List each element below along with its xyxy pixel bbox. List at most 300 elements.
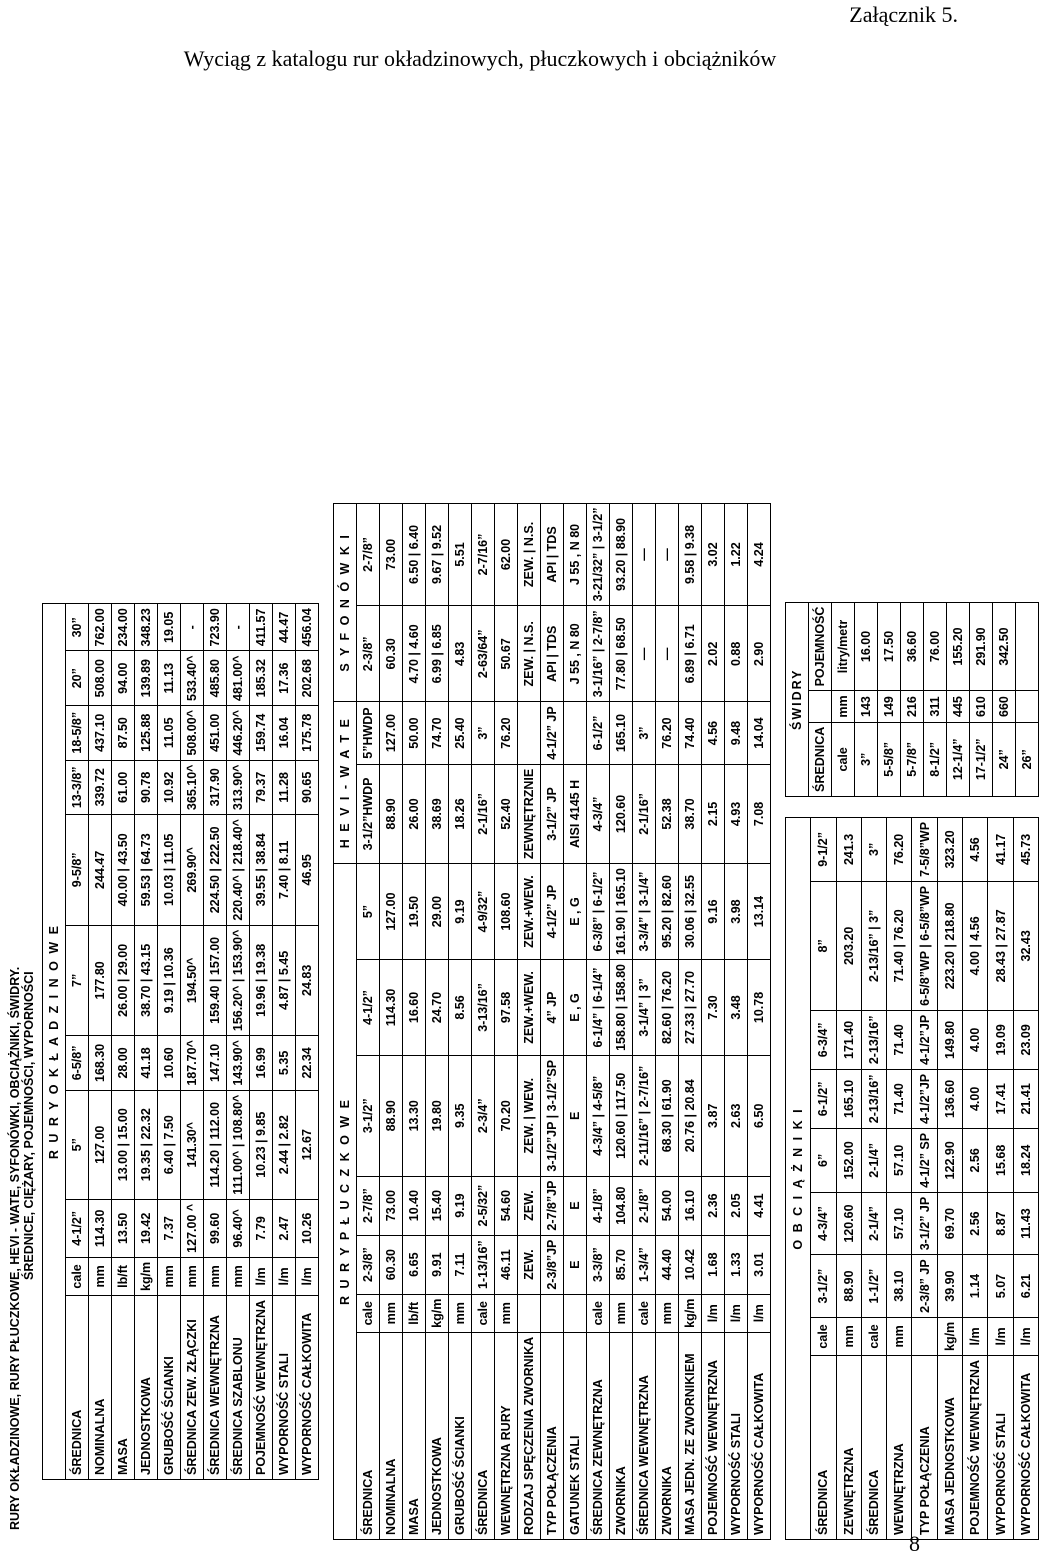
table-cell: 660	[993, 691, 1016, 722]
table-cell: 3-13/16”	[472, 960, 495, 1056]
table-cell: 76.20	[495, 702, 518, 765]
table-cell: 6-5/8”WP | 6-5/8”WP	[912, 881, 937, 1010]
table-row	[296, 604, 319, 1480]
table-cell	[518, 702, 541, 765]
table-cell: 54.60	[495, 1176, 518, 1235]
table-cell: 88.90	[836, 1255, 861, 1318]
table-cell: 2-3/8”	[357, 1235, 380, 1294]
table-cell: 127.00 ^	[181, 1199, 204, 1257]
table-cell: litry/metr	[832, 602, 855, 691]
table-cell: 313.90^	[227, 760, 250, 815]
table-cell: cale	[861, 1317, 886, 1355]
table-cell: 9.35	[449, 1055, 472, 1176]
table-cell: E , G	[564, 864, 587, 960]
table-cell: 6.89 | 6.71	[679, 606, 702, 702]
table-cell: 4.41	[748, 1176, 771, 1235]
table-cell: mm	[887, 1317, 912, 1355]
table-cell: 456.04	[296, 604, 319, 651]
table-cell: 342.50	[993, 602, 1016, 691]
table-row	[204, 604, 227, 1480]
table-cell: 38.70 | 43.15	[135, 925, 158, 1036]
table-cell	[541, 1294, 564, 1332]
table-cell: 187.70^	[181, 1036, 204, 1091]
table-cell: 2-1/4”	[861, 1128, 886, 1192]
table-row	[518, 503, 541, 1539]
table-row	[937, 817, 962, 1539]
table-cell: 10.60	[158, 1036, 181, 1091]
table-cell: 7.30	[702, 960, 725, 1056]
table-cell: 202.68	[296, 651, 319, 706]
table-cell: 52.38	[656, 764, 679, 863]
table-cell: 19.09	[988, 1010, 1013, 1069]
hevi-wate-title: H E V I - W A T E	[334, 702, 357, 864]
collars-title: O B C I Ą Ż N I K I	[786, 817, 811, 1539]
table-cell: 32.43	[1013, 881, 1038, 1010]
table-cell: 79.37	[250, 760, 273, 815]
table-cell: POJEMNOŚĆ	[809, 602, 832, 691]
table-cell: ZEW.	[518, 1235, 541, 1294]
table-cell: 149.80	[937, 1010, 962, 1069]
table-cell: TYP POŁĄCZENIA	[912, 1356, 937, 1540]
table-cell: 185.32	[250, 651, 273, 706]
table-cell: 136.60	[937, 1069, 962, 1128]
table-cell: 4.70 | 4.60	[403, 606, 426, 702]
table-cell: 73.00	[380, 1176, 403, 1235]
table-cell: 39.90	[937, 1255, 962, 1318]
table-cell: POJEMNOŚĆ WEWNĘTRZNA	[702, 1332, 725, 1539]
table-cell: mm	[158, 1257, 181, 1295]
table-cell: 5”HWDP	[357, 702, 380, 765]
table-cell: 11.13	[158, 651, 181, 706]
table-cell: 311	[924, 691, 947, 722]
table-row	[912, 817, 937, 1539]
table-cell: MASA JEDNOSTKOWA	[937, 1356, 962, 1540]
table-cell: WYPORNOŚĆ STALI	[725, 1332, 748, 1539]
table-cell: 7.37	[158, 1199, 181, 1257]
table-cell: 6.65	[403, 1235, 426, 1294]
table-row	[679, 503, 702, 1539]
table-cell: 45.73	[1013, 817, 1038, 881]
table-cell: 485.80	[204, 651, 227, 706]
table-cell: 4-1/2”	[357, 960, 380, 1056]
table-cell: 4-1/2”JP	[912, 1069, 937, 1128]
table-cell: 28.00	[112, 1036, 135, 1091]
table-cell: l/m	[1013, 1317, 1038, 1355]
table-cell: 69.70	[937, 1192, 962, 1255]
table-cell: 3”	[861, 817, 886, 881]
table-cell: 234.00	[112, 604, 135, 651]
table-cell: 156.20^ | 153.90^	[227, 925, 250, 1036]
table-cell: 29.00	[426, 864, 449, 960]
table-cell: 2.47	[273, 1199, 296, 1257]
table-cell: 6.50	[748, 1055, 771, 1176]
table-cell: ZWORNIKA	[656, 1332, 679, 1539]
table-cell: 25.40	[449, 702, 472, 765]
table-cell: 88.90	[380, 764, 403, 863]
table-cell: 87.50	[112, 705, 135, 760]
table-cell: 24.70	[426, 960, 449, 1056]
table-cell: 291.90	[970, 602, 993, 691]
table-cell: mm	[832, 691, 855, 722]
table-cell: 149	[878, 691, 901, 722]
table-cell: ŚREDNICA ZEW. ZŁĄCZKI	[181, 1296, 204, 1480]
table-cell: 6”	[811, 1128, 836, 1192]
document-title: Wyciąg z katalogu rur okładzinowych, płuczkowych i obciążników	[183, 46, 777, 71]
table-cell: 269.90^	[181, 815, 204, 926]
table-cell: 3-21/32” | 3-1/2”	[587, 503, 610, 606]
table-cell: 317.90	[204, 760, 227, 815]
table-row	[887, 817, 912, 1539]
table-cell: 6-5/8”	[66, 1036, 89, 1091]
table-cell: cale	[357, 1294, 380, 1332]
table-cell: 18.24	[1013, 1128, 1038, 1192]
table-cell: 18.26	[449, 764, 472, 863]
table-cell: 8.56	[449, 960, 472, 1056]
table-cell: 125.88	[135, 705, 158, 760]
table-cell: -	[227, 604, 250, 651]
table-cell: J 55 , N 80	[564, 503, 587, 606]
table-cell: 3-1/2” JP	[912, 1192, 937, 1255]
table-cell: 168.30	[89, 1036, 112, 1091]
table-cell: GATUNEK STALI	[564, 1332, 587, 1539]
table-cell: 19.05	[158, 604, 181, 651]
table-cell: 95.20 | 82.60	[656, 864, 679, 960]
table-cell: 90.65	[296, 760, 319, 815]
table-cell: 2-63/64”	[472, 606, 495, 702]
table-row	[610, 503, 633, 1539]
table-cell: 36.60	[901, 602, 924, 691]
table-row	[702, 503, 725, 1539]
table-cell: 6.99 | 6.85	[426, 606, 449, 702]
table-cell: 2-13/16” | 3”	[861, 881, 886, 1010]
table-cell: 76.00	[924, 602, 947, 691]
table-cell: 76.20	[887, 817, 912, 881]
table-cell: 348.23	[135, 604, 158, 651]
table-cell: 3-1/16” | 2-7/8”	[587, 606, 610, 702]
table-cell: 2-1/8”	[633, 1176, 656, 1235]
table-cell	[564, 702, 587, 765]
table-cell: 445	[947, 691, 970, 722]
table-row	[250, 604, 273, 1480]
table-cell: 2-3/8” JP	[912, 1255, 937, 1318]
table-cell: 723.90	[204, 604, 227, 651]
table-cell: 50.00	[403, 702, 426, 765]
table-cell: 88.90	[380, 1055, 403, 1176]
table-cell: 61.00	[112, 760, 135, 815]
table-cell: ŚREDNICA WEWNĘTRZNA	[633, 1332, 656, 1539]
table-cell: POJEMNOŚĆ WEWNĘTRZNA	[963, 1356, 988, 1540]
table-cell: 2-1/16”	[633, 764, 656, 863]
casing-title: R U R Y O K Ł A D Z I N O W E	[43, 604, 66, 1480]
table-cell: 44.47	[273, 604, 296, 651]
table-cell: 610	[970, 691, 993, 722]
table-cell: 122.90	[937, 1128, 962, 1192]
table-cell: -	[181, 604, 204, 651]
table-cell: 9-1/2”	[811, 817, 836, 881]
table-cell: 127.00	[89, 1090, 112, 1199]
table-cell: 2-1/4”	[861, 1192, 886, 1255]
table-cell: 177.80	[89, 925, 112, 1036]
table-cell: 10.40	[403, 1176, 426, 1235]
table-cell: WYPORNOŚĆ CAŁKOWITA	[296, 1296, 319, 1480]
table-cell: cale	[633, 1294, 656, 1332]
table-cell: ZEW.	[518, 1176, 541, 1235]
table-cell: 10.78	[748, 960, 771, 1056]
table-cell: 3-1/4” | 3”	[633, 960, 656, 1056]
table-cell: 14.04	[748, 702, 771, 765]
table-row	[855, 602, 878, 796]
table-cell: 3.98	[725, 864, 748, 960]
table-cell: 446.20^	[227, 705, 250, 760]
table-cell: 24.83	[296, 925, 319, 1036]
table-row	[836, 817, 861, 1539]
table-cell: 2-11/16” | 2-7/16”	[633, 1055, 656, 1176]
table-cell: 28.43 | 27.87	[988, 881, 1013, 1010]
table-cell: JEDNOSTKOWA	[135, 1296, 158, 1480]
table-cell: 2-7/8”JP	[541, 1176, 564, 1235]
table-cell: 62.00	[495, 503, 518, 606]
table-cell: 159.74	[250, 705, 273, 760]
table-row	[1013, 817, 1038, 1539]
table-cell: l/m	[748, 1294, 771, 1332]
table-cell: 4-1/2” SP	[912, 1128, 937, 1192]
table-cell: 1-3/4”	[633, 1235, 656, 1294]
table-row	[587, 503, 610, 1539]
table-cell: 71.40	[887, 1010, 912, 1069]
table-row	[656, 503, 679, 1539]
table-row	[89, 604, 112, 1480]
table-cell: 9.91	[426, 1235, 449, 1294]
table-cell: API | TDS	[541, 503, 564, 606]
table-cell: RODZAJ SPĘCZENIA ZWORNIKA	[518, 1332, 541, 1539]
table-cell: ZWORNIKA	[610, 1332, 633, 1539]
table-row	[809, 602, 832, 796]
table-cell: 10.03 | 11.05	[158, 815, 181, 926]
table-cell: WEWNĘTRZNA RURY	[495, 1332, 518, 1539]
table-cell: 3-1/2”HWDP	[357, 764, 380, 863]
table-cell: 5.07	[988, 1255, 1013, 1318]
table-cell: l/m	[988, 1317, 1013, 1355]
table-cell: 60.30	[380, 606, 403, 702]
table-row	[1016, 602, 1039, 796]
table-cell: ZEWNĘTRZNIE	[518, 764, 541, 863]
table-cell: 2.56	[963, 1192, 988, 1255]
table-cell: mm	[204, 1257, 227, 1295]
table-cell: 9-5/8”	[66, 815, 89, 926]
table-row	[426, 503, 449, 1539]
table-cell: 2.02	[702, 606, 725, 702]
table-cell: ZEW. | WEW.	[518, 1055, 541, 1176]
table-cell: 120.60	[836, 1192, 861, 1255]
table-cell: 114.30	[380, 960, 403, 1056]
table-row	[158, 604, 181, 1480]
table-cell: 481.00^	[227, 651, 250, 706]
table-cell: ZEW.+WEW.	[518, 864, 541, 960]
table-cell: 4.00	[963, 1069, 988, 1128]
table-cell: 6-3/4”	[811, 1010, 836, 1069]
table-cell: 41.18	[135, 1036, 158, 1091]
table-cell: 82.60 | 76.20	[656, 960, 679, 1056]
table-cell: MASA JEDN. ZE ZWORNIKIEM	[679, 1332, 702, 1539]
table-cell: 3-3/8”	[587, 1235, 610, 1294]
table-cell: 2.63	[725, 1055, 748, 1176]
table-cell: 2.56	[963, 1128, 988, 1192]
table-cell: kg/m	[937, 1317, 962, 1355]
table-cell: kg/m	[426, 1294, 449, 1332]
table-cell: 5”	[357, 864, 380, 960]
table-cell: 16.04	[273, 705, 296, 760]
bits-table	[785, 602, 1039, 797]
table-cell: 16.99	[250, 1036, 273, 1091]
table-cell: 2-3/8”JP	[541, 1235, 564, 1294]
table-row	[970, 602, 993, 796]
table-cell: 3.87	[702, 1055, 725, 1176]
table-cell: 99.60	[204, 1199, 227, 1257]
table-cell: 7.11	[449, 1235, 472, 1294]
table-cell: 3.02	[702, 503, 725, 606]
table-cell: ŚREDNICA	[811, 1356, 836, 1540]
table-row	[181, 604, 204, 1480]
table-cell: 203.20	[836, 881, 861, 1010]
table-row	[495, 503, 518, 1539]
table-cell	[1016, 602, 1039, 691]
table-cell: mm	[449, 1294, 472, 1332]
table-cell: 3-3/4” | 3-1/4”	[633, 864, 656, 960]
table-cell: 4.00	[963, 1010, 988, 1069]
table-cell: 120.60 | 117.50	[610, 1055, 633, 1176]
table-cell: —	[656, 503, 679, 606]
table-cell: 762.00	[89, 604, 112, 651]
table-cell: 7.79	[250, 1199, 273, 1257]
table-cell: 3-1/2”	[811, 1255, 836, 1318]
table-cell: mm	[836, 1317, 861, 1355]
table-cell: 4.93	[725, 764, 748, 863]
table-cell: 6-1/4” | 6-1/4”	[587, 960, 610, 1056]
table-cell: 9.19	[449, 864, 472, 960]
table-cell: 52.40	[495, 764, 518, 863]
table-cell: 16.10	[679, 1176, 702, 1235]
table-cell: 6-1/2”	[811, 1069, 836, 1128]
table-cell: 19.42	[135, 1199, 158, 1257]
table-row	[947, 602, 970, 796]
table-cell: 76.20	[656, 702, 679, 765]
table-cell: 2-7/8”	[357, 1176, 380, 1235]
table-cell: 1.33	[725, 1235, 748, 1294]
table-cell: 365.10^	[181, 760, 204, 815]
table-row	[878, 602, 901, 796]
table-row	[901, 602, 924, 796]
table-cell: 5.35	[273, 1036, 296, 1091]
table-cell: 4-1/2”	[66, 1199, 89, 1257]
table-cell: GRUBOŚĆ ŚCIANKI	[158, 1296, 181, 1480]
table-cell: 15.68	[988, 1128, 1013, 1192]
table-cell: cale	[472, 1294, 495, 1332]
table-row	[725, 503, 748, 1539]
table-cell: 12-1/4”	[947, 722, 970, 796]
table-cell: 38.10	[887, 1255, 912, 1318]
table-cell: 508.00	[89, 651, 112, 706]
table-cell: 11.05	[158, 705, 181, 760]
table-cell: 216	[901, 691, 924, 722]
table-row	[832, 602, 855, 796]
table-cell: 71.40	[887, 1069, 912, 1128]
table-cell: 141.30^	[181, 1090, 204, 1199]
table-cell: 71.40 | 76.20	[887, 881, 912, 1010]
table-cell: 171.40	[836, 1010, 861, 1069]
table-cell: 38.69	[426, 764, 449, 863]
table-cell: 323.20	[937, 817, 962, 881]
page-number: 8	[909, 1531, 920, 1556]
table-cell: 41.17	[988, 817, 1013, 881]
table-cell: J 55 , N 80	[564, 606, 587, 702]
rotated-catalog-page	[8, 100, 1034, 1540]
table-cell: 3.01	[748, 1235, 771, 1294]
table-cell: lb/ft	[112, 1257, 135, 1295]
table-cell: 46.95	[296, 815, 319, 926]
table-cell: 68.30 | 61.90	[656, 1055, 679, 1176]
table-cell: 10.42	[679, 1235, 702, 1294]
table-cell: 6-1/2”	[587, 702, 610, 765]
table-cell: E , G	[564, 960, 587, 1056]
table-cell: 143	[855, 691, 878, 722]
table-row	[988, 817, 1013, 1539]
table-cell: 5-5/8”	[878, 722, 901, 796]
table-cell: 3”	[472, 702, 495, 765]
table-cell: 120.60	[610, 764, 633, 863]
table-cell: 94.00	[112, 651, 135, 706]
table-cell: ŚREDNICA	[357, 1332, 380, 1539]
table-cell: WYPORNOŚĆ STALI	[988, 1356, 1013, 1540]
table-cell: 5.51	[449, 503, 472, 606]
table-cell: 451.00	[204, 705, 227, 760]
table-cell: 8.87	[988, 1192, 1013, 1255]
table-cell: 4.56	[963, 817, 988, 881]
table-cell: 12.67	[296, 1090, 319, 1199]
table-cell: WYPORNOŚĆ CAŁKOWITA	[748, 1332, 771, 1539]
table-cell: 155.20	[947, 602, 970, 691]
table-cell: 4.24	[748, 503, 771, 606]
table-cell: 4-1/2”JP	[912, 1010, 937, 1069]
table-cell: 533.40^	[181, 651, 204, 706]
table-cell: 21.41	[1013, 1069, 1038, 1128]
table-cell: ŚREDNICA	[861, 1356, 886, 1540]
table-cell: ŚREDNICA ZEWNĘTRZNA	[587, 1332, 610, 1539]
table-cell: 9.16	[702, 864, 725, 960]
table-cell: 97.58	[495, 960, 518, 1056]
attachment-label: Załącznik 5.	[849, 2, 958, 27]
table-cell: WEWNĘTRZNA	[887, 1356, 912, 1540]
table-cell: 2-3/8”	[357, 606, 380, 702]
table-cell: 23.09	[1013, 1010, 1038, 1069]
table-cell: ŚREDNICA SZABLONU	[227, 1296, 250, 1480]
table-row	[993, 602, 1016, 796]
table-cell: kg/m	[135, 1257, 158, 1295]
table-cell: 508.00^	[181, 705, 204, 760]
table-cell: 220.40^ | 218.40^	[227, 815, 250, 926]
table-cell: 70.20	[495, 1055, 518, 1176]
table-row	[861, 817, 886, 1539]
table-cell: 4.83	[449, 606, 472, 702]
table-cell: 1.68	[702, 1235, 725, 1294]
table-cell: 17.36	[273, 651, 296, 706]
table-cell: 7”	[66, 925, 89, 1036]
table-cell: API | TDS	[541, 606, 564, 702]
table-cell: 4-3/4” | 4-5/8”	[587, 1055, 610, 1176]
table-cell: 50.67	[495, 606, 518, 702]
table-cell: ZEWNĘTRZNA	[836, 1356, 861, 1540]
table-cell: 10.26	[296, 1199, 319, 1257]
table-cell: 9.19	[449, 1176, 472, 1235]
